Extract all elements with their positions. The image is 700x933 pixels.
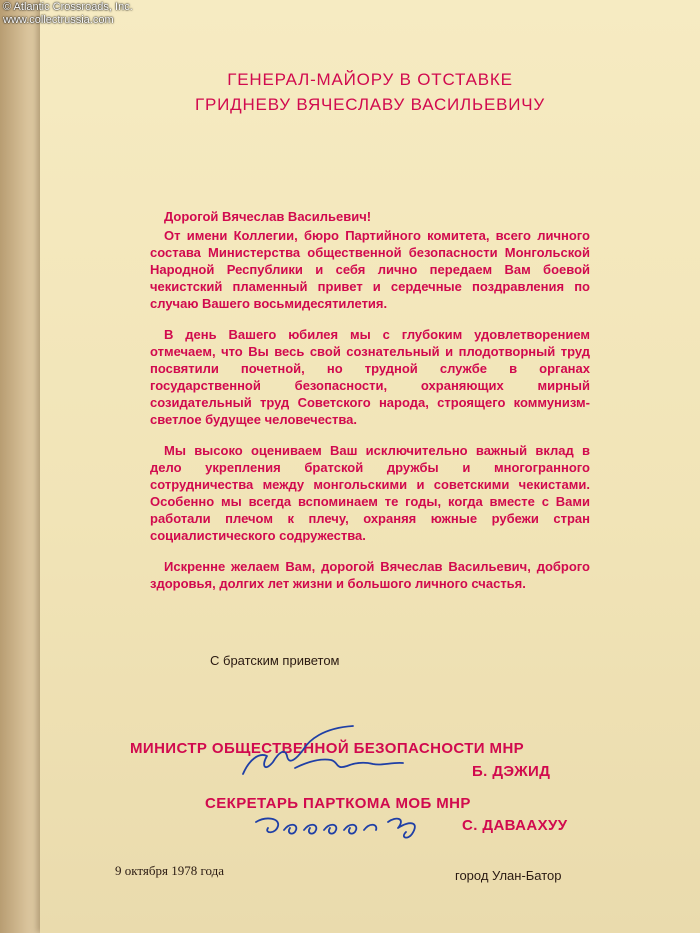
paragraph-1: От имени Коллегии, бюро Партийного комитета, всего личного состава Министерства общественной безопасности Монгольской Народной Республики и себя лично передаем Вам боевой чекистский пламенный привет и сердечные поздравления по случаю Вашего восьмидесятилетия. <box>150 228 590 311</box>
address-line-1: ГЕНЕРАЛ-МАЙОРУ В ОТСТАВКЕ <box>227 70 513 89</box>
letter-body <box>150 208 590 606</box>
paragraph-2: В день Вашего юбилея мы с глубоким удовлетворением отмечаем, что Вы весь свой сознательный и плодотворный труд посвятили почетной, но трудной службе в органах государственной безопасности, охраняющих мирный созидательный труд Советского народа, строящего коммунизм-светлое будущее человечества. <box>150 327 590 427</box>
closing: С братским приветом <box>210 653 340 668</box>
secretary-name: С. ДАВААХУУ <box>462 817 568 834</box>
letter-date: 9 октября 1978 года <box>115 863 224 878</box>
secretary-title: СЕКРЕТАРЬ ПАРТКОМА МОБ МНР <box>205 795 471 812</box>
salutation: Дорогой Вячеслав Васильевич! <box>164 209 372 224</box>
paragraph-4: Искренне желаем Вам, дорогой Вячеслав Васильевич, доброго здоровья, долгих лет жизни и большого личного счастья. <box>150 559 590 591</box>
paragraph-3: Мы высоко оцениваем Ваш исключительно важный вклад в дело укрепления братской дружбы и многогранного сотрудничества между монгольскими и советскими чекистами. Особенно мы всегда вспоминаем те годы, когда вместе с Вами работали плечом к плечу, охраняя южные рубежи стран социалистического содружества. <box>150 443 590 543</box>
secretary-signature <box>250 808 460 844</box>
minister-title: МИНИСТР ОБЩЕСТВЕННОЙ БЕЗОПАСНОСТИ МНР <box>130 740 525 757</box>
watermark-line-1: © Atlantic Crossroads, Inc. <box>3 1 133 13</box>
minister-signature <box>235 722 435 782</box>
watermark-line-2: www.collectrussia.com <box>3 14 114 26</box>
address-line-2: ГРИДНЕВУ ВЯЧЕСЛАВУ ВАСИЛЬЕВИЧУ <box>195 95 545 114</box>
letter-city: город Улан-Батор <box>455 868 562 883</box>
minister-name: Б. ДЭЖИД <box>472 763 551 780</box>
watermark <box>3 1 133 27</box>
